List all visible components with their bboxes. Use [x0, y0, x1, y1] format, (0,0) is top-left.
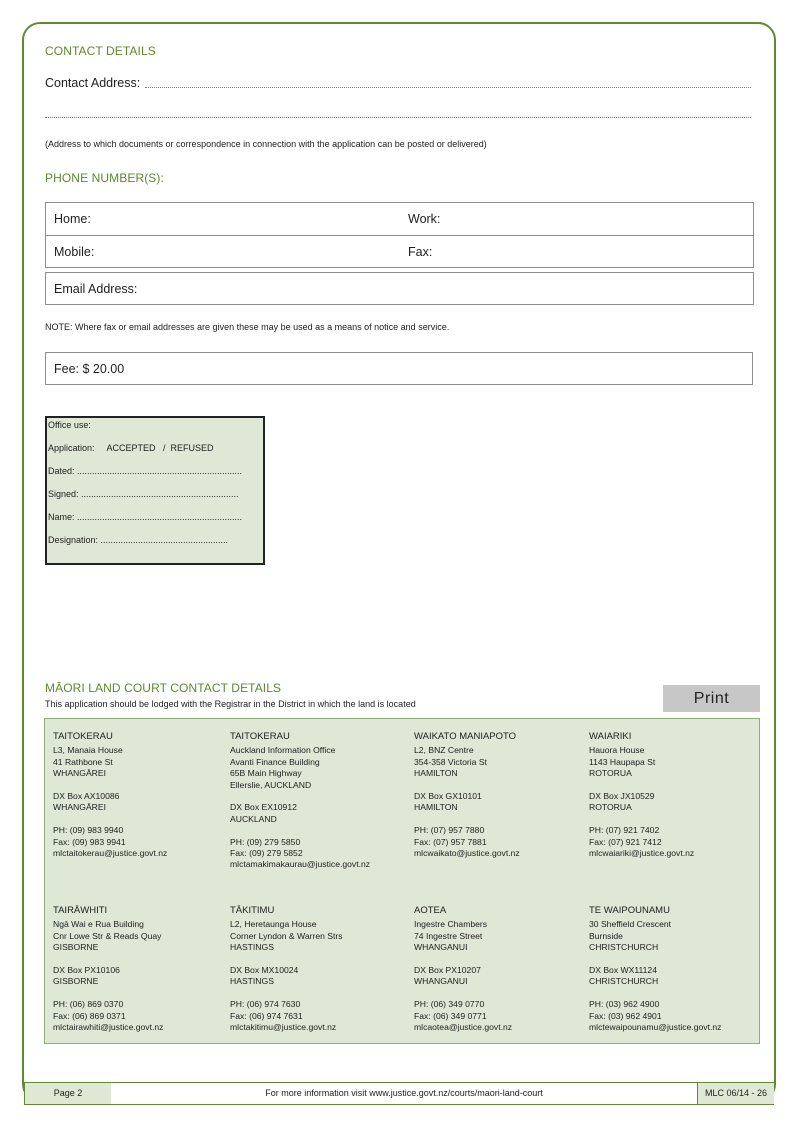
mobile-phone-field[interactable]: Mobile: — [54, 245, 95, 259]
office-address-line: L3, Manaia House — [53, 745, 123, 756]
contact-details-title: CONTACT DETAILS — [45, 44, 156, 58]
designation-field: Designation: ................................................... — [48, 535, 229, 545]
office-phone: PH: (09) 279 5850 — [230, 836, 301, 847]
office-dx-box: DX Box EX10912 — [230, 802, 297, 813]
office-address-line: Avanti Finance Building — [230, 756, 320, 767]
spacer — [230, 825, 410, 836]
print-button[interactable]: Print — [663, 685, 760, 712]
office-use-title: Office use: — [48, 420, 91, 430]
spacer — [589, 954, 769, 965]
footer-info-link[interactable]: For more information visit www.justice.govt.nz/courts/maori-land-court — [111, 1083, 697, 1104]
office-name: TE WAIPOUNAMU — [589, 905, 670, 916]
spacer — [589, 814, 769, 825]
office-address-line: Corner Lyndon & Warren Strs — [230, 930, 343, 941]
office-fax: Fax: (09) 983 9941 — [53, 836, 126, 847]
office-name: WAIARIKI — [589, 731, 632, 742]
fax-field[interactable]: Fax: — [408, 245, 433, 259]
office-email[interactable]: mlctewaipounamu@justice.govt.nz — [589, 1022, 722, 1033]
phone-numbers-title: PHONE NUMBER(S): — [45, 171, 164, 185]
spacer — [53, 954, 233, 965]
spacer — [414, 988, 594, 999]
office-tairawhiti — [53, 905, 233, 1033]
name-field: Name: .................................................................. — [48, 512, 243, 522]
spacer — [53, 814, 233, 825]
office-email[interactable]: mlctairawhiti@justice.govt.nz — [53, 1022, 164, 1033]
office-fax: Fax: (06) 869 0371 — [53, 1010, 126, 1021]
phone-table — [45, 202, 754, 268]
office-dx-city: ROTORUA — [589, 802, 632, 813]
office-address-line: HAMILTON — [414, 768, 458, 779]
work-phone-field[interactable]: Work: — [408, 212, 441, 226]
spacer — [414, 780, 594, 791]
phone-table-divider — [46, 235, 753, 236]
office-dx-box: DX Box JX10529 — [589, 791, 655, 802]
office-name: AOTEA — [414, 905, 447, 916]
office-dx-city: CHRISTCHURCH — [589, 976, 659, 987]
office-waiariki — [589, 731, 769, 859]
office-dx-box: DX Box WX11124 — [589, 965, 657, 976]
office-dx-box: DX Box MX10024 — [230, 965, 299, 976]
office-dx-box: DX Box AX10086 — [53, 791, 120, 802]
application-status: Application: ACCEPTED / REFUSED — [48, 443, 214, 453]
email-label: Email Address: — [54, 282, 138, 296]
office-waikato-maniapoto — [414, 731, 594, 859]
office-address-line: 30 Sheffield Crescent — [589, 919, 672, 930]
office-phone: PH: (07) 921 7402 — [589, 825, 660, 836]
fee-box — [45, 352, 753, 385]
office-name: TAITOKERAU — [230, 731, 290, 742]
office-address-line: Cnr Lowe Str & Reads Quay — [53, 930, 162, 941]
office-fax: Fax: (06) 974 7631 — [230, 1010, 303, 1021]
spacer — [414, 954, 594, 965]
office-address-line: Auckland Information Office — [230, 745, 336, 756]
office-dx-box: DX Box PX10207 — [414, 965, 481, 976]
signed-field: Signed: ............................................................... — [48, 489, 239, 499]
office-address-line: Burnside — [589, 930, 623, 941]
court-offices-panel — [44, 718, 760, 1044]
office-dx-box: DX Box GX10101 — [414, 791, 482, 802]
office-email[interactable]: mlcaotea@justice.govt.nz — [414, 1022, 513, 1033]
office-dx-box: DX Box PX10106 — [53, 965, 120, 976]
spacer — [589, 780, 769, 791]
office-phone: PH: (03) 962 4900 — [589, 999, 660, 1010]
office-address-line: Hauora House — [589, 745, 645, 756]
office-address-line: WHANGĀREI — [53, 768, 106, 779]
court-contact-title: MĀORI LAND COURT CONTACT DETAILS — [45, 681, 282, 695]
office-email[interactable]: mlctaitokerau@justice.govt.nz — [53, 848, 168, 859]
office-email[interactable]: mlctakitimu@justice.govt.nz — [230, 1022, 337, 1033]
contact-address-line-1[interactable] — [145, 78, 751, 88]
office-dx-city: AUCKLAND — [230, 813, 277, 824]
office-address-line: Ellerslie, AUCKLAND — [230, 779, 312, 790]
office-dx-city: WHANGANUI — [414, 976, 468, 987]
office-name: TAITOKERAU — [53, 731, 113, 742]
office-fax: Fax: (09) 279 5852 — [230, 848, 303, 859]
spacer — [53, 780, 233, 791]
email-field[interactable] — [45, 272, 754, 305]
office-taitokerau-whangarei — [53, 731, 233, 859]
office-email[interactable]: mlcwaiariki@justice.govt.nz — [589, 848, 695, 859]
office-address-line: L2, Heretaunga House — [230, 919, 317, 930]
office-address-line: Ngā Wai e Rua Building — [53, 919, 144, 930]
office-email[interactable]: mlctamakimakaurau@justice.govt.nz — [230, 859, 371, 870]
office-fax: Fax: (06) 349 0771 — [414, 1010, 487, 1021]
office-fax: Fax: (07) 921 7412 — [589, 836, 662, 847]
office-dx-city: GISBORNE — [53, 976, 99, 987]
spacer — [53, 988, 233, 999]
office-address-line: ROTORUA — [589, 768, 632, 779]
office-address-line: Ingestre Chambers — [414, 919, 488, 930]
office-phone: PH: (07) 957 7880 — [414, 825, 485, 836]
office-phone: PH: (06) 974 7630 — [230, 999, 301, 1010]
page-footer — [24, 1082, 774, 1105]
office-fax: Fax: (03) 962 4901 — [589, 1010, 662, 1021]
office-use-box — [45, 416, 265, 565]
footer-form-code: MLC 06/14 - 26 — [697, 1083, 774, 1104]
office-te-waipounamu — [589, 905, 769, 1033]
office-email[interactable]: mlcwaikato@justice.govt.nz — [414, 848, 520, 859]
office-address-line: 41 Rathbone St — [53, 756, 113, 767]
office-address-line: HASTINGS — [230, 942, 274, 953]
office-fax: Fax: (07) 957 7881 — [414, 836, 487, 847]
office-dx-city: HASTINGS — [230, 976, 274, 987]
court-contact-subtitle: This application should be lodged with the Registrar in the District in which the land is located — [45, 699, 416, 709]
office-name: TAIRĀWHITI — [53, 905, 108, 916]
office-taitokerau-auckland — [230, 731, 410, 871]
dated-field: Dated: .................................................................. — [48, 466, 243, 476]
office-address-line: WHANGANUI — [414, 942, 468, 953]
office-address-line: 74 Ingestre Street — [414, 930, 483, 941]
office-aotea — [414, 905, 594, 1033]
notice-note: NOTE: Where fax or email addresses are given these may be used as a means of notice and service. — [45, 322, 450, 332]
office-dx-city: WHANGĀREI — [53, 802, 106, 813]
spacer — [589, 988, 769, 999]
office-phone: PH: (09) 983 9940 — [53, 825, 124, 836]
spacer — [414, 814, 594, 825]
office-name: TĀKITIMU — [230, 905, 275, 916]
home-phone-field[interactable]: Home: — [54, 212, 91, 226]
office-phone: PH: (06) 869 0370 — [53, 999, 124, 1010]
office-name: WAIKATO MANIAPOTO — [414, 731, 517, 742]
office-address-line: 354-358 Victoria St — [414, 756, 487, 767]
contact-address-label: Contact Address: — [45, 76, 141, 90]
office-takitimu — [230, 905, 410, 1033]
footer-page-number: Page 2 — [25, 1083, 112, 1104]
spacer — [230, 954, 410, 965]
address-note: (Address to which documents or correspondence in connection with the application can be posted or delivered) — [45, 139, 487, 149]
office-address-line: GISBORNE — [53, 942, 99, 953]
office-dx-city: HAMILTON — [414, 802, 458, 813]
office-address-line: 65B Main Highway — [230, 768, 302, 779]
office-phone: PH: (06) 349 0770 — [414, 999, 485, 1010]
office-address-line: L2, BNZ Centre — [414, 745, 474, 756]
contact-address-line-2[interactable] — [45, 108, 751, 118]
office-address-line: 1143 Haupapa St — [589, 756, 656, 767]
office-address-line: CHRISTCHURCH — [589, 942, 659, 953]
spacer — [230, 791, 410, 802]
fee-amount: Fee: $ 20.00 — [54, 362, 125, 376]
spacer — [230, 988, 410, 999]
